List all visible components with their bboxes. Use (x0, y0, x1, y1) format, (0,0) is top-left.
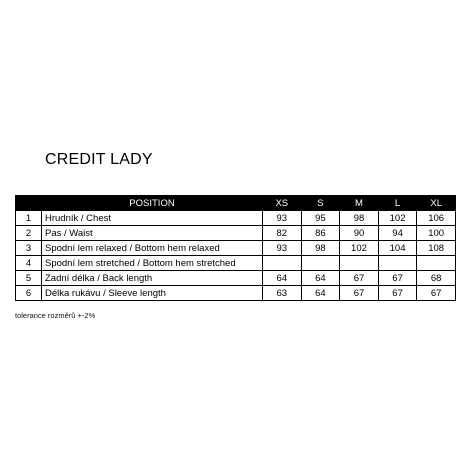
cell-m: 67 (340, 286, 379, 301)
cell-s: 98 (301, 241, 340, 256)
cell-m: 102 (340, 241, 379, 256)
header-size-xl: XL (417, 196, 456, 211)
cell-xs: 93 (263, 211, 302, 226)
cell-xl: 68 (417, 271, 456, 286)
cell-xl: 106 (417, 211, 456, 226)
cell-s: 64 (301, 286, 340, 301)
row-number: 3 (16, 241, 42, 256)
cell-l: 67 (378, 271, 417, 286)
row-label: Hrudník / Chest (42, 211, 263, 226)
table-row (16, 226, 456, 241)
cell-xl: 67 (417, 286, 456, 301)
cell-xl (417, 256, 456, 271)
row-number: 5 (16, 271, 42, 286)
table-row (16, 271, 456, 286)
cell-s: 86 (301, 226, 340, 241)
row-number: 4 (16, 256, 42, 271)
row-label: Spodní lem stretched / Bottom hem stretched (42, 256, 263, 271)
row-label: Délka rukávu / Sleeve length (42, 286, 263, 301)
size-table (15, 195, 456, 301)
chart-title: CREDIT LADY (45, 151, 153, 168)
cell-m (340, 256, 379, 271)
cell-xs: 93 (263, 241, 302, 256)
row-label: Spodní lem relaxed / Bottom hem relaxed (42, 241, 263, 256)
table-row (16, 211, 456, 226)
row-number: 6 (16, 286, 42, 301)
cell-xs: 82 (263, 226, 302, 241)
header-size-l: L (378, 196, 417, 211)
row-label: Pas / Waist (42, 226, 263, 241)
header-size-s: S (301, 196, 340, 211)
header-number (16, 196, 42, 211)
cell-s: 64 (301, 271, 340, 286)
cell-xs (263, 256, 302, 271)
header-size-xs: XS (263, 196, 302, 211)
cell-s (301, 256, 340, 271)
cell-l: 104 (378, 241, 417, 256)
cell-m: 98 (340, 211, 379, 226)
cell-m: 90 (340, 226, 379, 241)
cell-xs: 64 (263, 271, 302, 286)
row-number: 2 (16, 226, 42, 241)
cell-xl: 100 (417, 226, 456, 241)
table-row (16, 286, 456, 301)
cell-xs: 63 (263, 286, 302, 301)
cell-m: 67 (340, 271, 379, 286)
row-label: Zadní délka / Back length (42, 271, 263, 286)
table-row (16, 256, 456, 271)
cell-l: 67 (378, 286, 417, 301)
table-row (16, 241, 456, 256)
header-row (16, 196, 456, 211)
cell-l: 102 (378, 211, 417, 226)
header-size-m: M (340, 196, 379, 211)
header-position: POSITION (42, 196, 263, 211)
tolerance-note: tolerance rozměrů +-2% (15, 311, 96, 320)
cell-s: 95 (301, 211, 340, 226)
cell-l (378, 256, 417, 271)
cell-xl: 108 (417, 241, 456, 256)
row-number: 1 (16, 211, 42, 226)
cell-l: 94 (378, 226, 417, 241)
